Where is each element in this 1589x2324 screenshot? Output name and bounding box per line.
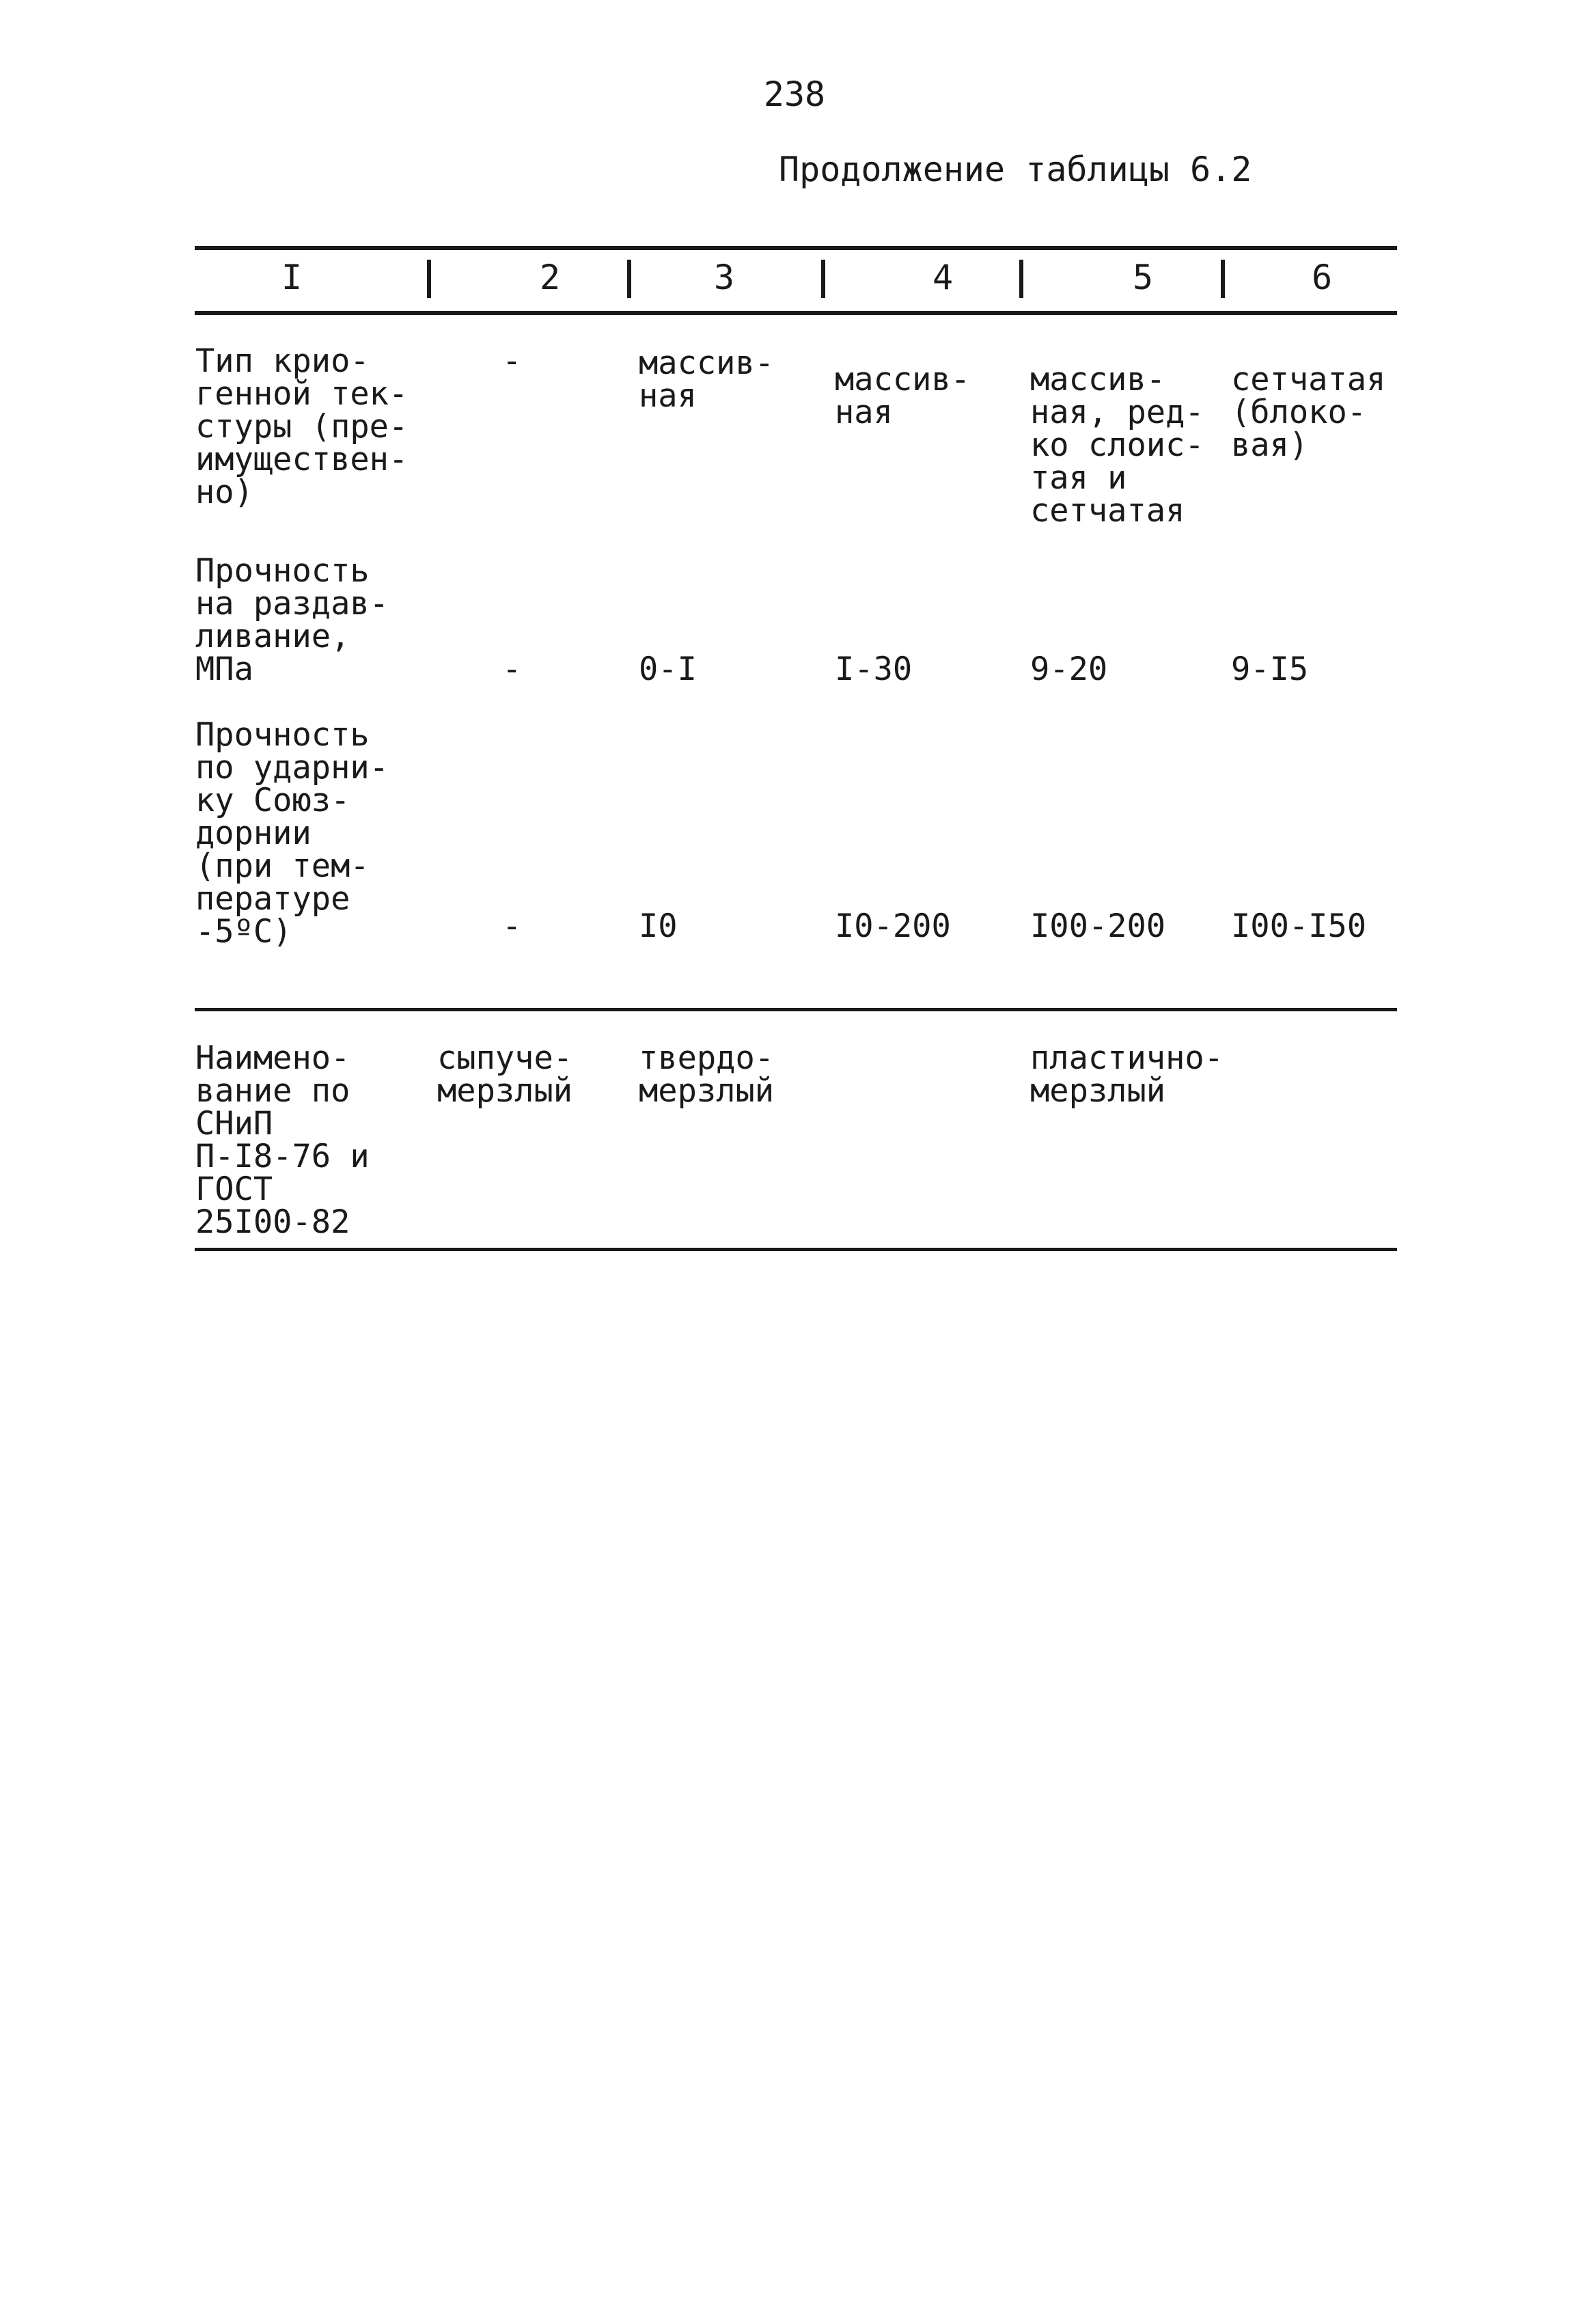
- header-col-5: 5: [1133, 258, 1154, 297]
- header-separator: [821, 260, 825, 298]
- row-label: Наимено- вание по СНиП П-I8-76 и ГОСТ 25I00-82: [195, 1039, 370, 1241]
- header-col-2: 2: [540, 258, 561, 297]
- bottom-rule: [195, 1248, 1397, 1251]
- cell-col-3: 0-I: [639, 651, 697, 688]
- cell-col-5: массив- ная, ред- ко слоис- тая и сетчатая: [1030, 361, 1204, 530]
- cell-col-6: 9-I5: [1231, 651, 1309, 688]
- page-number: 238: [763, 74, 826, 114]
- cell-col-6: сетчатая (блоко- вая): [1231, 361, 1386, 464]
- cell-col-3: I0: [639, 907, 678, 945]
- cell-col-5: пластично- мерзлый: [1030, 1039, 1224, 1110]
- header-separator: [627, 260, 631, 298]
- cell-col-5: 9-20: [1030, 651, 1108, 688]
- header-bottom-rule: [195, 311, 1397, 315]
- row-label: Тип крио- генной тек- стуры (пре- имуществен- но): [195, 342, 409, 511]
- header-col-4: 4: [932, 258, 954, 297]
- header-col-3: 3: [714, 258, 735, 297]
- header-col-6: 6: [1312, 258, 1333, 297]
- cell-col-4: I-30: [835, 651, 913, 688]
- header-separator: [427, 260, 431, 298]
- cell-col-2: -: [502, 342, 522, 380]
- cell-col-2: -: [502, 907, 522, 945]
- table-caption: Продолжение таблицы 6.2: [779, 150, 1252, 189]
- cell-col-4: массив- ная: [835, 361, 971, 431]
- top-rule: [195, 246, 1397, 250]
- header-separator: [1221, 260, 1225, 298]
- cell-col-3: массив- ная: [639, 344, 775, 415]
- cell-col-2: -: [502, 651, 522, 688]
- cell-col-3: твердо- мерзлый: [639, 1039, 775, 1110]
- header-col-1: I: [281, 258, 303, 297]
- row-label: Прочность на раздав- ливание, МПа: [195, 552, 389, 688]
- cell-col-2: сыпуче- мерзлый: [437, 1039, 573, 1110]
- cell-col-6: I00-I50: [1231, 907, 1367, 945]
- header-separator: [1019, 260, 1023, 298]
- section-rule: [195, 1008, 1397, 1011]
- cell-col-5: I00-200: [1030, 907, 1166, 945]
- cell-col-4: I0-200: [835, 907, 951, 945]
- row-label: Прочность по ударни- ку Союз- дорнии (при тем- пературе -5ºС): [195, 716, 389, 951]
